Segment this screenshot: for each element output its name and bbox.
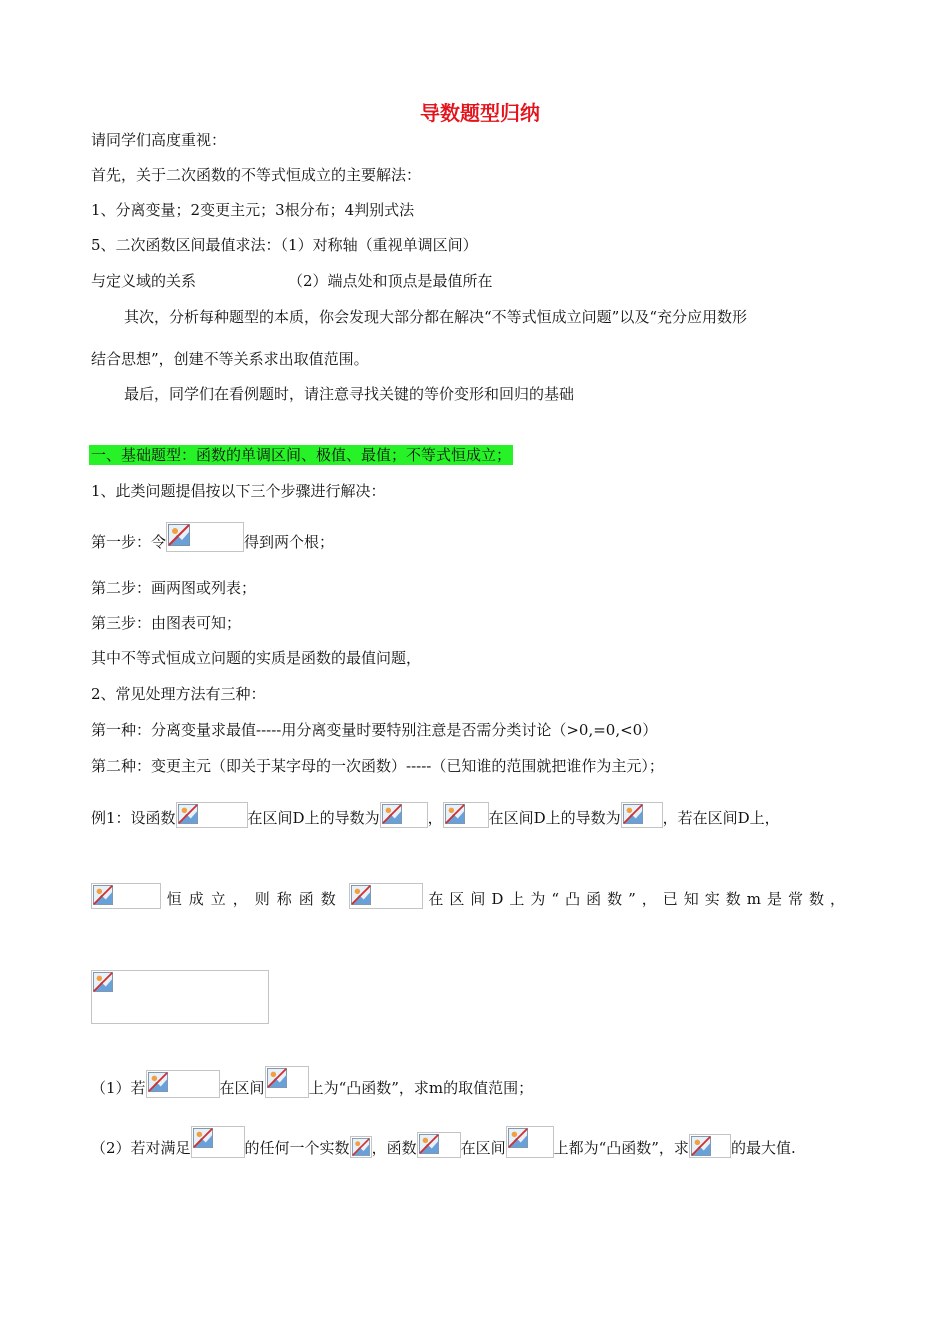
example-text: ，若在区间D上， — [662, 809, 780, 827]
formula-image-icon — [191, 1126, 245, 1158]
intro-line-4: 5、二次函数区间最值求法：（1）对称轴（重视单调区间） — [91, 236, 478, 254]
formula-image-icon — [349, 883, 423, 909]
formula-image-icon — [146, 1070, 220, 1098]
formula-image-icon — [265, 1066, 309, 1098]
intro-line-5b: （2）端点处和顶点是最值所在 — [288, 272, 493, 290]
formula-image-icon — [380, 802, 428, 828]
question-text: 上都为“凸函数”，求 — [553, 1139, 689, 1157]
step-2: 第二步：画两图或列表； — [91, 579, 257, 597]
formula-image-icon — [350, 1136, 372, 1158]
formula-image-icon — [506, 1126, 554, 1158]
intro-line-5a: 与定义域的关系 — [91, 272, 197, 290]
step-1-label: 第一步：令 — [91, 533, 167, 551]
example-text: 在区间D上的导数为 — [488, 809, 621, 827]
intro-line-2: 首先，关于二次函数的不等式恒成立的主要解法： — [91, 166, 422, 184]
question-text: 上为“凸函数”，求m的取值范围； — [308, 1079, 534, 1097]
question-text: （2）若对满足 — [91, 1139, 191, 1157]
method-1: 第一种：分离变量求最值-----用分离变量时要特别注意是否需分类讨论（>0,=0,<0） — [91, 721, 658, 739]
example-text: 在区间D上为“凸函数”，已知实数m是常数， — [428, 890, 851, 908]
example-line-2 — [91, 883, 851, 909]
question-text: 的最大值. — [730, 1139, 796, 1157]
intro-line-1: 请同学们高度重视： — [91, 131, 227, 149]
methods-intro: 2、常见处理方法有三种： — [91, 685, 266, 703]
step-3: 第三步：由图表可知； — [91, 614, 242, 632]
example-line-1 — [91, 802, 780, 828]
page-title: 导数题型归纳 — [420, 101, 540, 125]
example-text: 恒成立，则称函数 — [166, 890, 343, 908]
example-text: 例1：设函数 — [91, 809, 176, 827]
formula-image-icon — [689, 1134, 731, 1158]
note-line: 其中不等式恒成立问题的实质是函数的最值问题， — [91, 649, 422, 667]
question-1 — [91, 1066, 533, 1098]
example-text: 在区间D上的导数为 — [247, 809, 380, 827]
intro-line-7: 结合思想”，创建不等关系求出取值范围。 — [91, 350, 369, 368]
method-2: 第二种：变更主元（即关于某字母的一次函数）-----（已知谁的范围就把谁作为主元）； — [91, 757, 664, 775]
intro-line-6: 其次，分析每种题型的本质，你会发现大部分都在解决“不等式恒成立问题”以及“充分应用数形 — [124, 308, 748, 326]
question-text: ，函数 — [371, 1139, 417, 1157]
steps-intro: 1、此类问题提倡按以下三个步骤进行解决： — [91, 482, 386, 500]
step-1-text: 得到两个根； — [244, 533, 335, 551]
section-heading-highlight: 一、基础题型：函数的单调区间、极值、最值；不等式恒成立； — [91, 446, 512, 464]
step-1 — [91, 522, 334, 552]
intro-line-5 — [91, 271, 493, 291]
formula-image-icon — [166, 522, 244, 552]
formula-image-icon — [91, 883, 161, 909]
section-heading — [89, 445, 513, 465]
example-line-3 — [91, 970, 269, 1024]
question-text: 的任何一个实数 — [244, 1139, 350, 1157]
formula-image-icon — [443, 802, 489, 828]
intro-line-3: 1、分离变量；2变更主元；3根分布；4判别式法 — [91, 201, 415, 219]
question-text: 在区间 — [219, 1079, 265, 1097]
question-text: （1）若 — [91, 1079, 146, 1097]
formula-image-icon — [417, 1132, 461, 1158]
intro-line-8: 最后，同学们在看例题时，请注意寻找关键的等价变形和回归的基础 — [124, 385, 575, 403]
formula-image-icon — [91, 970, 269, 1024]
formula-image-icon — [621, 802, 663, 828]
example-text: ， — [427, 809, 443, 827]
question-2 — [91, 1126, 796, 1158]
formula-image-icon — [176, 802, 248, 828]
question-text: 在区间 — [460, 1139, 506, 1157]
